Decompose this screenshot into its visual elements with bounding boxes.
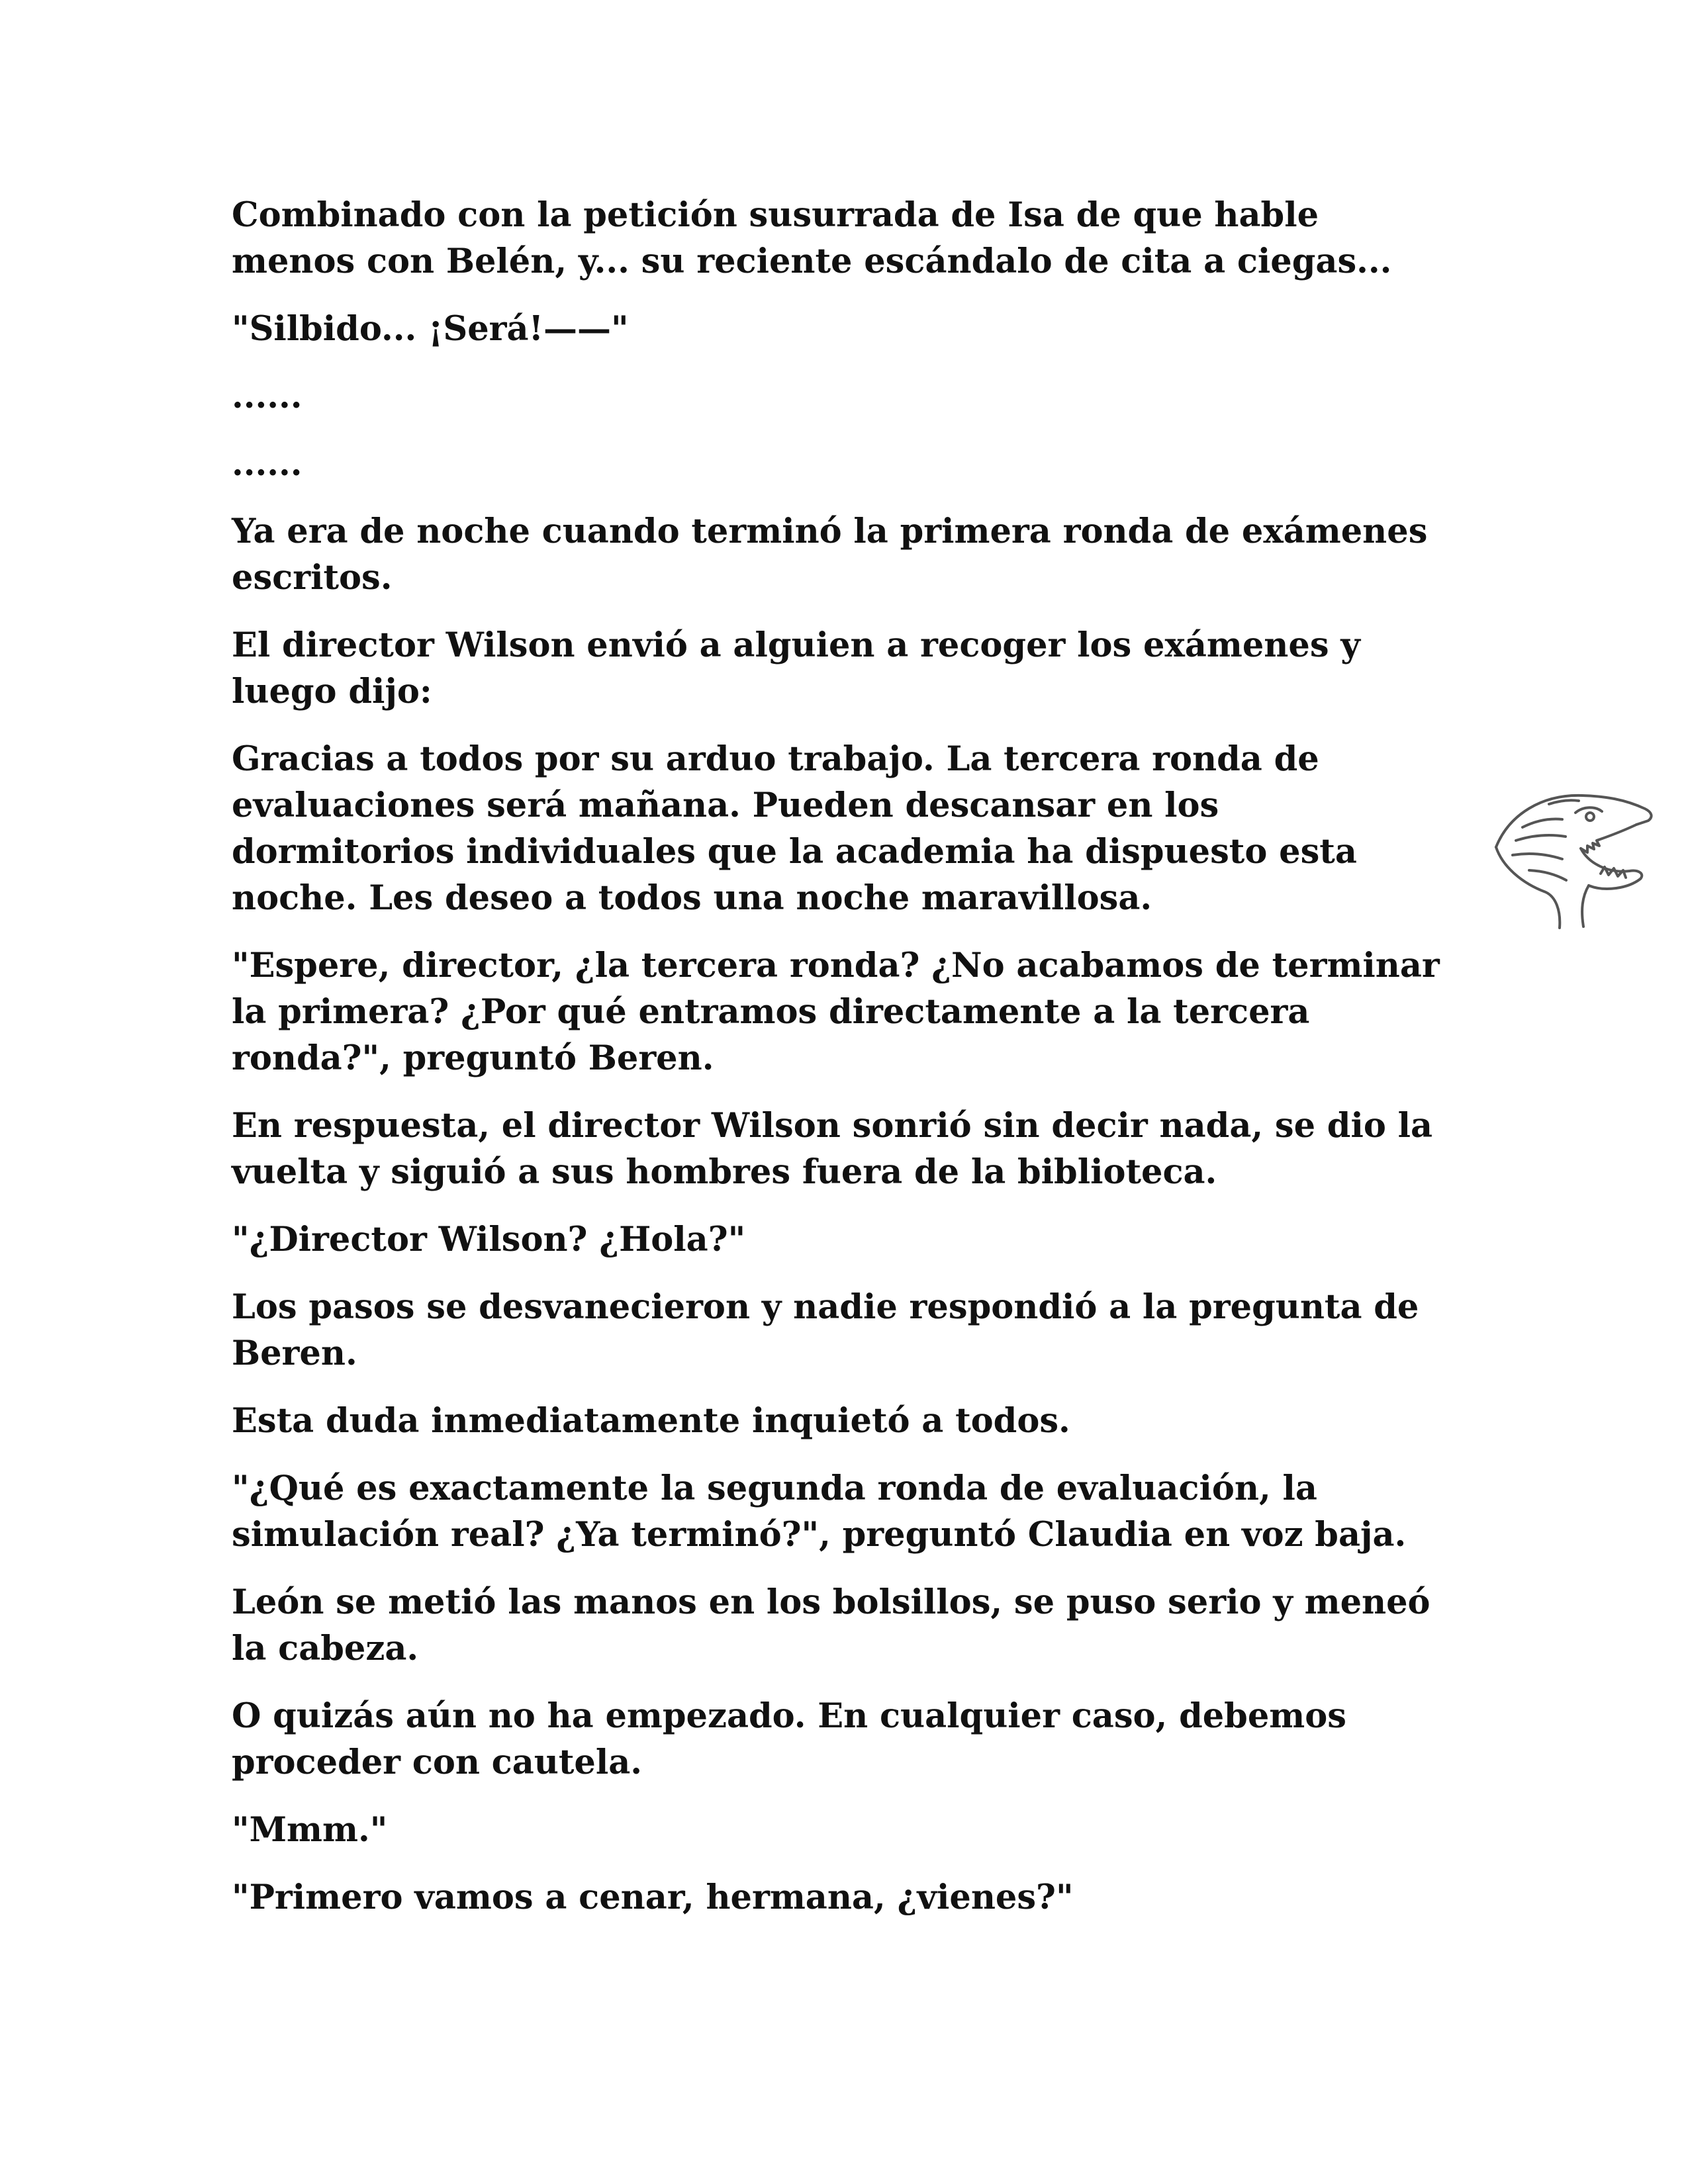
- paragraph: "Silbido... ¡Será!——": [232, 309, 629, 349]
- paragraph: ......: [232, 377, 303, 416]
- body-text: [232, 192, 1450, 1942]
- dinosaur-head-icon: [1483, 774, 1662, 933]
- paragraph: "Espere, director, ¿la tercera ronda? ¿No acabamos de terminar la primera? ¿Por qué entramos directamente a la tercera ronda?", preguntó Beren.: [232, 946, 1440, 1078]
- paragraph: ......: [232, 444, 303, 484]
- paragraph: El director Wilson envió a alguien a recoger los exámenes y luego dijo:: [232, 625, 1360, 711]
- paragraph: Los pasos se desvanecieron y nadie respondió a la pregunta de Beren.: [232, 1287, 1419, 1373]
- paragraph: En respuesta, el director Wilson sonrió sin decir nada, se dio la vuelta y siguió a sus hombres fuera de la biblioteca.: [232, 1106, 1433, 1192]
- paragraph: "¿Qué es exactamente la segunda ronda de evaluación, la simulación real? ¿Ya terminó?", preguntó Claudia en voz baja.: [232, 1469, 1407, 1555]
- paragraph: Combinado con la petición susurrada de Isa de que hable menos con Belén, y... su reciente escándalo de cita a ciegas...: [232, 195, 1392, 281]
- paragraph: Esta duda inmediatamente inquietó a todos.: [232, 1401, 1070, 1441]
- paragraph: "Mmm.": [232, 1810, 388, 1850]
- paragraph: "Primero vamos a cenar, hermana, ¿vienes?": [232, 1878, 1074, 1917]
- paragraph: O quizás aún no ha empezado. En cualquier caso, debemos proceder con cautela.: [232, 1696, 1346, 1782]
- paragraph: León se metió las manos en los bolsillos, se puso serio y meneó la cabeza.: [232, 1582, 1430, 1668]
- paragraph: Ya era de noche cuando terminó la primera ronda de exámenes escritos.: [232, 512, 1428, 598]
- paragraph: "¿Director Wilson? ¿Hola?": [232, 1220, 746, 1259]
- paragraph: Gracias a todos por su arduo trabajo. La tercera ronda de evaluaciones será mañana. Pueden descansar en los dormitorios individuales que la academia ha dispuesto esta noche. Les deseo a todos una noche maravillosa.: [232, 739, 1357, 918]
